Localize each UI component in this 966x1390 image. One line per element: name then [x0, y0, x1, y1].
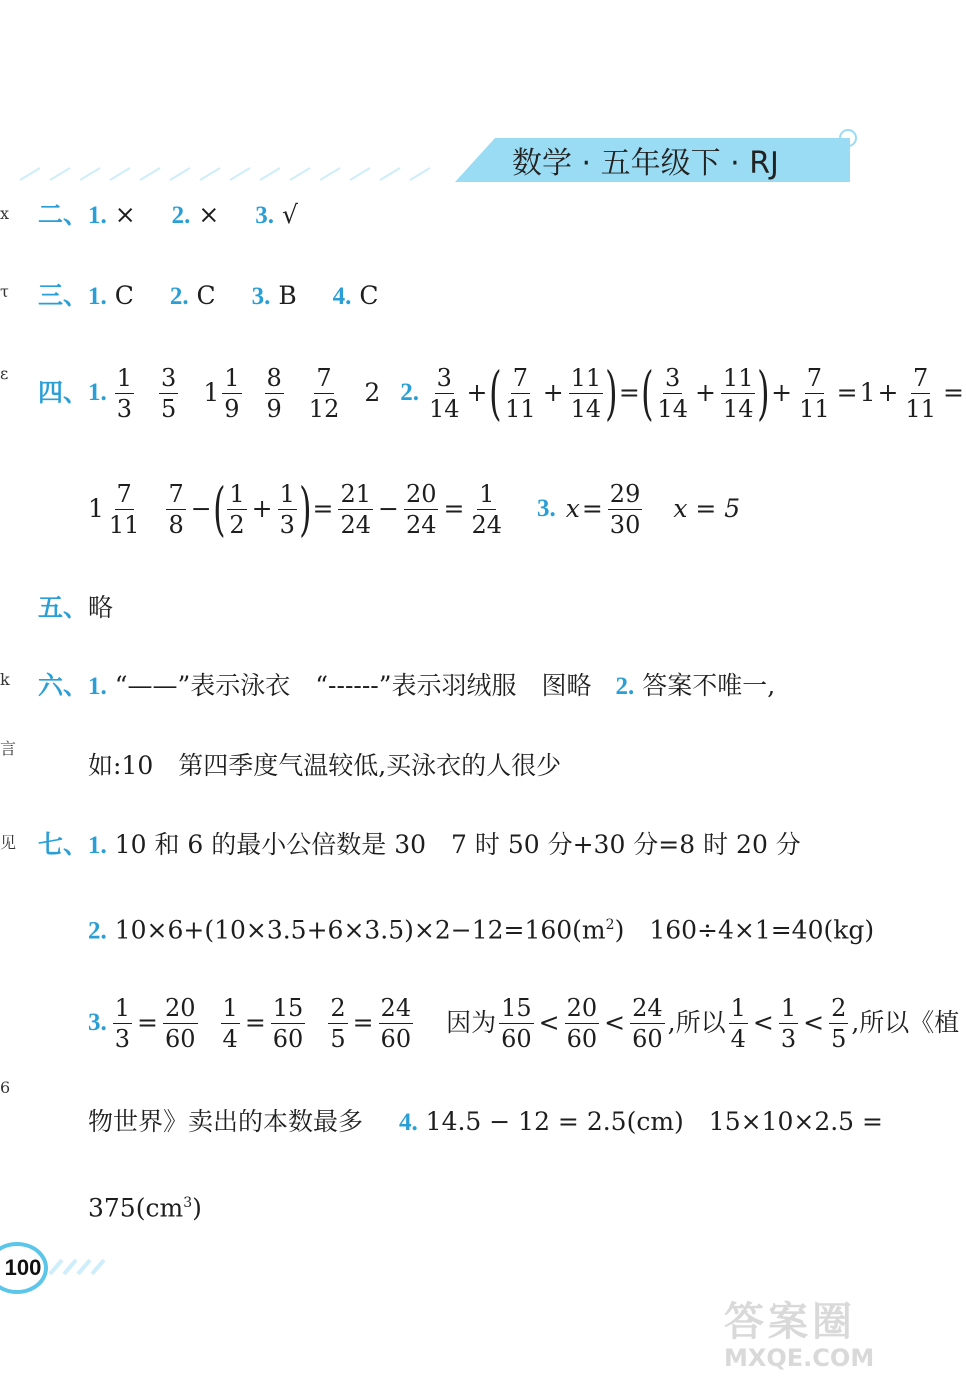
fraction: $\frac{1}{4}$ [222, 993, 238, 1053]
item-number: 4. [332, 283, 352, 310]
item-number: 3. [255, 202, 274, 229]
page-header-title: 数学 · 五年级下 · RJ [512, 146, 779, 181]
section-label: 七、 [38, 830, 89, 859]
edge-char: τ [0, 282, 9, 301]
item-number: 2. [615, 673, 635, 700]
watermark: 答案圈 MXQE.COM [724, 1299, 875, 1372]
item-number: 1. [88, 832, 107, 859]
item-number: 2. [400, 379, 419, 406]
mixed-whole: 1 [88, 494, 104, 523]
answer-choice: C [196, 281, 216, 310]
fraction: $\frac{20}{60}$ [164, 993, 196, 1053]
fraction: $\frac{1}{3}$ [114, 993, 131, 1053]
solution: x = 5 [673, 494, 741, 523]
answer-section-4-line1: 四、 1. $\frac{1}{3}$ $\frac{3}{5}$ 1 $\frac{1}{9}$ $\frac{8}{9}$ $\frac{7}{12}$ 2 2. $\frac{3}{14}$ + ( $\frac{7}{11}$ + $\frac{11}{14}$ ) = ( $\frac{3}{14}$ + $\frac{11}{14}$ ) + $\frac{7}{11}$ = 1 + $\frac{7}{11}$ = [38, 359, 964, 427]
fraction: $\frac{1}{3}$ [780, 993, 797, 1053]
answer-section-5: 五、略 [38, 593, 114, 622]
answer-choice: C [359, 281, 379, 310]
fraction: $\frac{3}{5}$ [161, 363, 177, 423]
mixed-whole: 1 [203, 378, 220, 407]
answer-section-7-line5: $375(cm^3)$ [88, 1193, 202, 1223]
answer-section-4-line2: 1 $\frac{7}{11}$ $\frac{7}{8}$ − ( $\frac{1}{2}$ + $\frac{1}{3}$ ) = $\frac{21}{24}$ − $\frac{20}{24}$ = $\frac{1}{24}$ 3. x = $\frac{29}{30}$ x = 5 [88, 475, 741, 543]
answer-mark: × [114, 200, 136, 229]
fraction: $\frac{1}{3}$ [279, 479, 295, 539]
fraction: $\frac{1}{4}$ [730, 993, 746, 1053]
edge-char: ε [0, 364, 9, 383]
fraction: $\frac{21}{24}$ [340, 479, 371, 539]
section-label: 三、 [38, 281, 89, 310]
section-label: 二、 [38, 200, 89, 229]
answer-section-7-line2: 2. $10\times 6+(10\times 3.5+6\times 3.5)\times 2-12=160(m^2)$ 160÷4×1=40(kg) [88, 915, 875, 945]
item-number: 1. [88, 202, 107, 229]
fraction: $\frac{24}{60}$ [380, 993, 412, 1053]
edge-char: x [0, 204, 10, 223]
answer-section-6-line2: 如:10 第四季度气温较低,买泳衣的人很少 [88, 751, 562, 780]
item-number: 1. [88, 673, 107, 700]
fraction: $\frac{8}{9}$ [266, 363, 282, 423]
section-label: 六、 [38, 671, 89, 700]
fraction: $\frac{7}{11}$ [905, 363, 936, 423]
fraction: $\frac{1}{3}$ [116, 363, 133, 423]
answer-mark: × [198, 200, 220, 229]
item-number: 3. [536, 495, 556, 522]
answer-section-6-line1: 六、1. “——”表示泳衣 “------”表示羽绒服 图略 2. 答案不唯一, [38, 671, 776, 700]
item-number: 3. [251, 283, 271, 310]
answer-mark: √ [281, 200, 298, 229]
section-label: 五、 [38, 593, 89, 622]
answer-choice: B [278, 281, 297, 310]
fraction: $\frac{1}{2}$ [229, 479, 245, 539]
answer-section-7-line1: 七、1. 10 和 6 的最小公倍数是 30 7 时 50 分+30 分=8 时 20 分 [38, 830, 801, 859]
fraction: $\frac{1}{24}$ [471, 479, 502, 539]
item-number: 4. [398, 1109, 418, 1136]
page-number: 100 [4, 1255, 42, 1280]
fraction: $\frac{3}{14}$ [657, 363, 688, 423]
fraction: $\frac{7}{11}$ [108, 479, 140, 539]
fraction: $\frac{2}{5}$ [831, 993, 847, 1053]
item-number: 2. [169, 283, 189, 310]
fraction: $\frac{7}{11}$ [505, 363, 536, 423]
fraction: $\frac{1}{9}$ [224, 363, 240, 423]
item-number: 3. [88, 1009, 107, 1036]
answer-section-7-line4: 物世界》卖出的本数最多 4. 14.5 − 12 = 2.5(cm) 15×10×2.5 = [88, 1107, 883, 1136]
fraction: $\frac{7}{11}$ [799, 363, 830, 423]
footer-stripes [40, 1256, 110, 1276]
item-number: 2. [171, 202, 191, 229]
edge-char: 6 [0, 1078, 11, 1097]
item-number: 2. [88, 917, 107, 945]
page-number-badge [0, 1242, 48, 1294]
fraction: $\frac{2}{5}$ [330, 993, 346, 1053]
fraction: $\frac{20}{24}$ [405, 479, 437, 539]
fraction: $\frac{11}{14}$ [570, 363, 602, 423]
fraction: $\frac{7}{8}$ [168, 479, 184, 539]
fraction: $\frac{11}{14}$ [722, 363, 754, 423]
edge-char: 见 [0, 833, 17, 852]
fraction: $\frac{29}{30}$ [609, 479, 641, 539]
answer-section-7-line3: 3. $\frac{1}{3}$ = $\frac{20}{60}$ $\frac{1}{4}$ = $\frac{15}{60}$ $\frac{2}{5}$ = $\frac{24}{60}$ 因为 $\frac{15}{60}$ < $\frac{20}{60}$ < $\frac{24}{60}$ ,所以 $\frac{1}{4}$ < $\frac{1}{3}$ < $\frac{2}{5}$ ,所以《植 [88, 993, 960, 1053]
answer-choice: C [114, 281, 134, 310]
fraction: $\frac{15}{60}$ [501, 993, 532, 1053]
item-number: 1. [88, 283, 107, 310]
section-label: 四、 [38, 378, 89, 407]
answer-section-3 [38, 281, 378, 312]
fraction: $\frac{15}{60}$ [272, 993, 304, 1053]
fraction: $\frac{3}{14}$ [429, 363, 460, 423]
edge-char: 言 [0, 739, 17, 758]
edge-char: k [0, 670, 10, 689]
fraction: $\frac{7}{12}$ [308, 363, 340, 423]
item-number: 1. [88, 379, 107, 406]
fraction: $\frac{24}{60}$ [632, 993, 663, 1053]
fraction: $\frac{20}{60}$ [566, 993, 598, 1053]
answer-section-2 [38, 200, 298, 231]
answer-value: 2 [364, 378, 381, 407]
